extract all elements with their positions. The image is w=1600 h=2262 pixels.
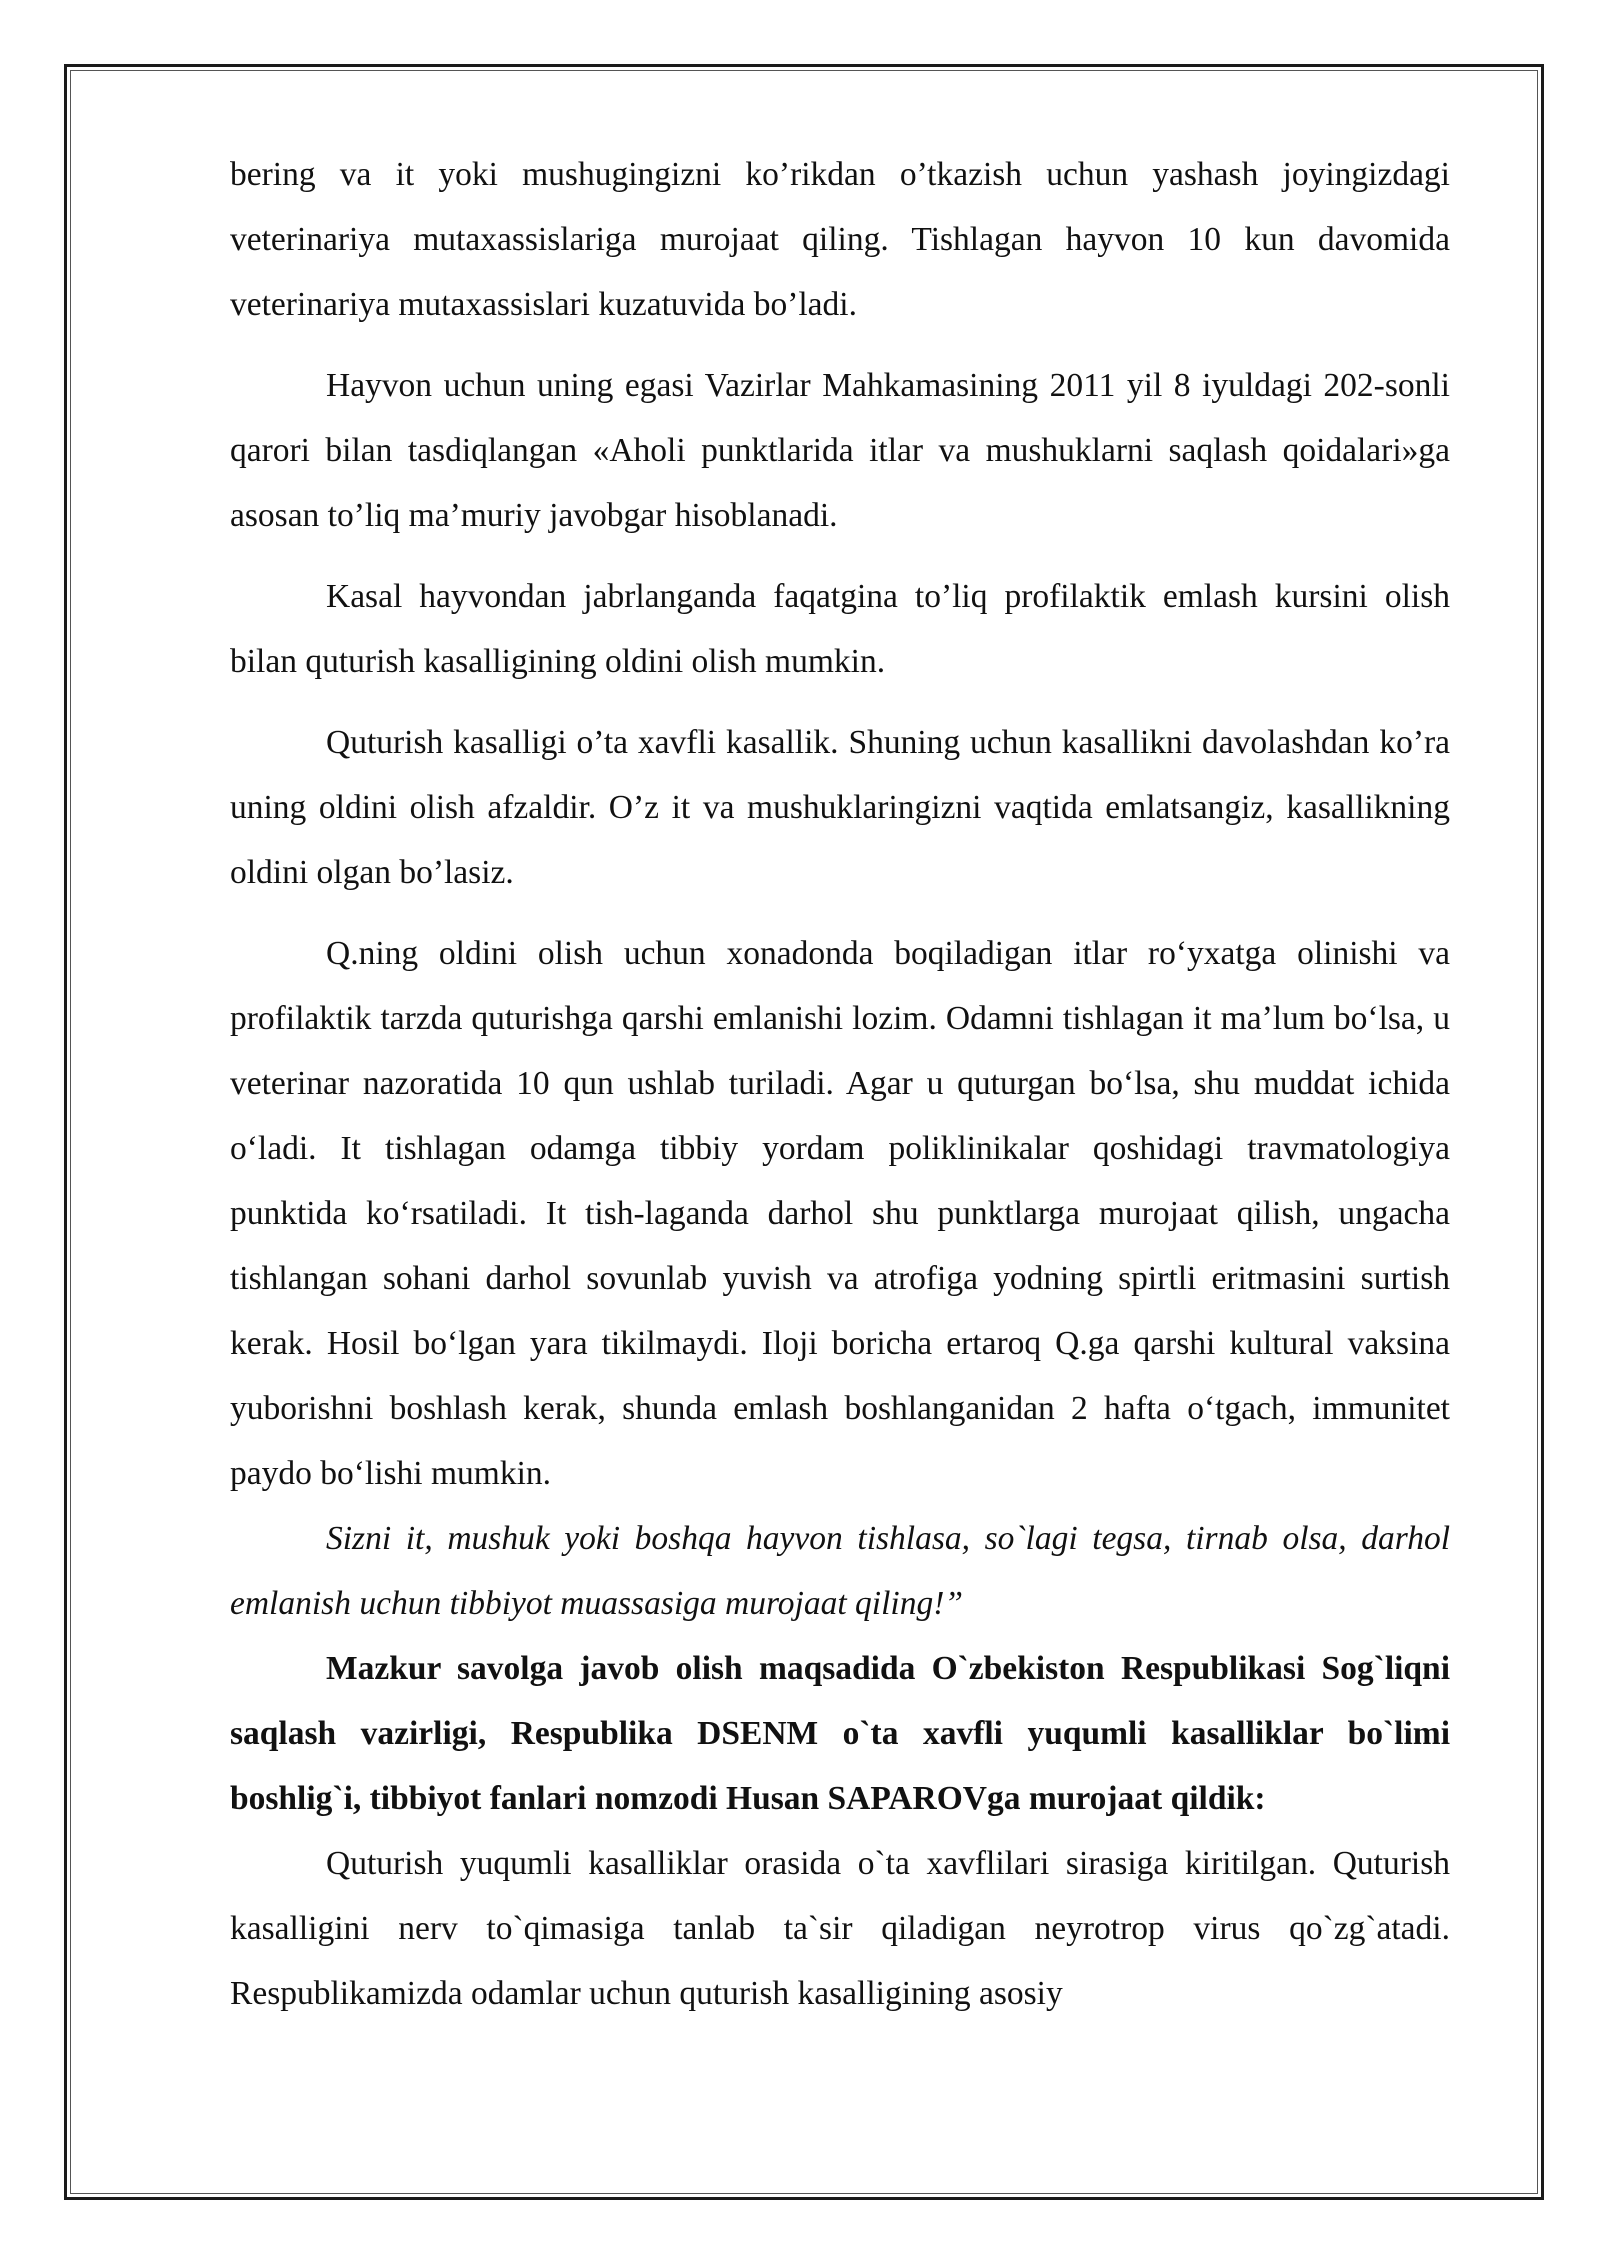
paragraph-prevention-measures: Q.ning oldini olish uchun xonadonda boqiladigan itlar roʻyxatga olinishi va profilaktik tarzda quturishga qarshi emlanishi lozim. Odamni tishlagan it maʼlum boʻlsa, u veterinar nazoratida 10 qun ushlab turiladi. Agar u quturgan boʻlsa, shu muddat ichida oʻladi. It tishlagan odamga tibbiy yordam poliklinikalar qoshidagi travmatologiya punktida koʻrsatiladi. It tish-laganda darhol shu punktlarga murojaat qilish, ungacha tishlangan sohani darhol sovunlab yuvish va atrofiga yodning spirtli eritmasini surtish kerak. Hosil boʻlgan yara tikilmaydi. Iloji boricha ertaroq Q.ga qarshi kultural vaksina yuborishni boshlash kerak, shunda emlash boshlanganidan 2 hafta oʻtgach, immunitet paydo boʻlishi mumkin. xyxy=(230,935,1450,1492)
paragraph-italic-appeal: Sizni it, mushuk yoki boshqa hayvon tishlasa, so`lagi tegsa, tirnab olsa, darhol emlanish uchun tibbiyot muassasiga murojaat qiling!” xyxy=(230,1520,1450,1622)
document-body xyxy=(230,142,1450,2026)
paragraph-rabies-description: Quturish yuqumli kasalliklar orasida o`ta xavflilari sirasiga kiritilgan. Quturish kasalligini nerv to`qimasiga tanlab ta`sir qiladigan neyrotrop virus qo`zg`atadi. Respublikamizda odamlar uchun quturish kasalligining asosiy xyxy=(230,1845,1450,2012)
paragraph-vaccination-course: Kasal hayvondan jabrlanganda faqatgina to’liq profilaktik emlash kursini olish bilan quturish kasalligining oldini olish mumkin. xyxy=(230,578,1450,680)
paragraph-rabies-danger: Quturish kasalligi o’ta xavfli kasallik. Shuning uchun kasallikni davolashdan ko’ra uning oldini olish afzaldir. O’z it va mushuklaringizni vaqtida emlatsangiz, kasallikning oldini olgan bo’lasiz. xyxy=(230,724,1450,891)
paragraph-bold-interview-intro: Mazkur savolga javob olish maqsadida O`zbekiston Respublikasi Sog`liqni saqlash vazirligi, Respublika DSENM o`ta xavfli yuqumli kasalliklar bo`limi boshlig`i, tibbiyot fanlari nomzodi Husan SAPAROVga murojaat qildik: xyxy=(230,1650,1450,1817)
paragraph-continuation: bering va it yoki mushugingizni ko’rikdan o’tkazish uchun yashash joyingizdagi veterinariya mutaxassislariga murojaat qiling. Tishlagan hayvon 10 kun davomida veterinariya mutaxassislari kuzatuvida bo’ladi. xyxy=(230,156,1450,323)
paragraph-owner-responsibility: Hayvon uchun uning egasi Vazirlar Mahkamasining 2011 yil 8 iyuldagi 202-sonli qarori bilan tasdiqlangan «Aholi punktlarida itlar va mushuklarni saqlash qoidalari»ga asosan to’liq ma’muriy javobgar hisoblanadi. xyxy=(230,367,1450,534)
